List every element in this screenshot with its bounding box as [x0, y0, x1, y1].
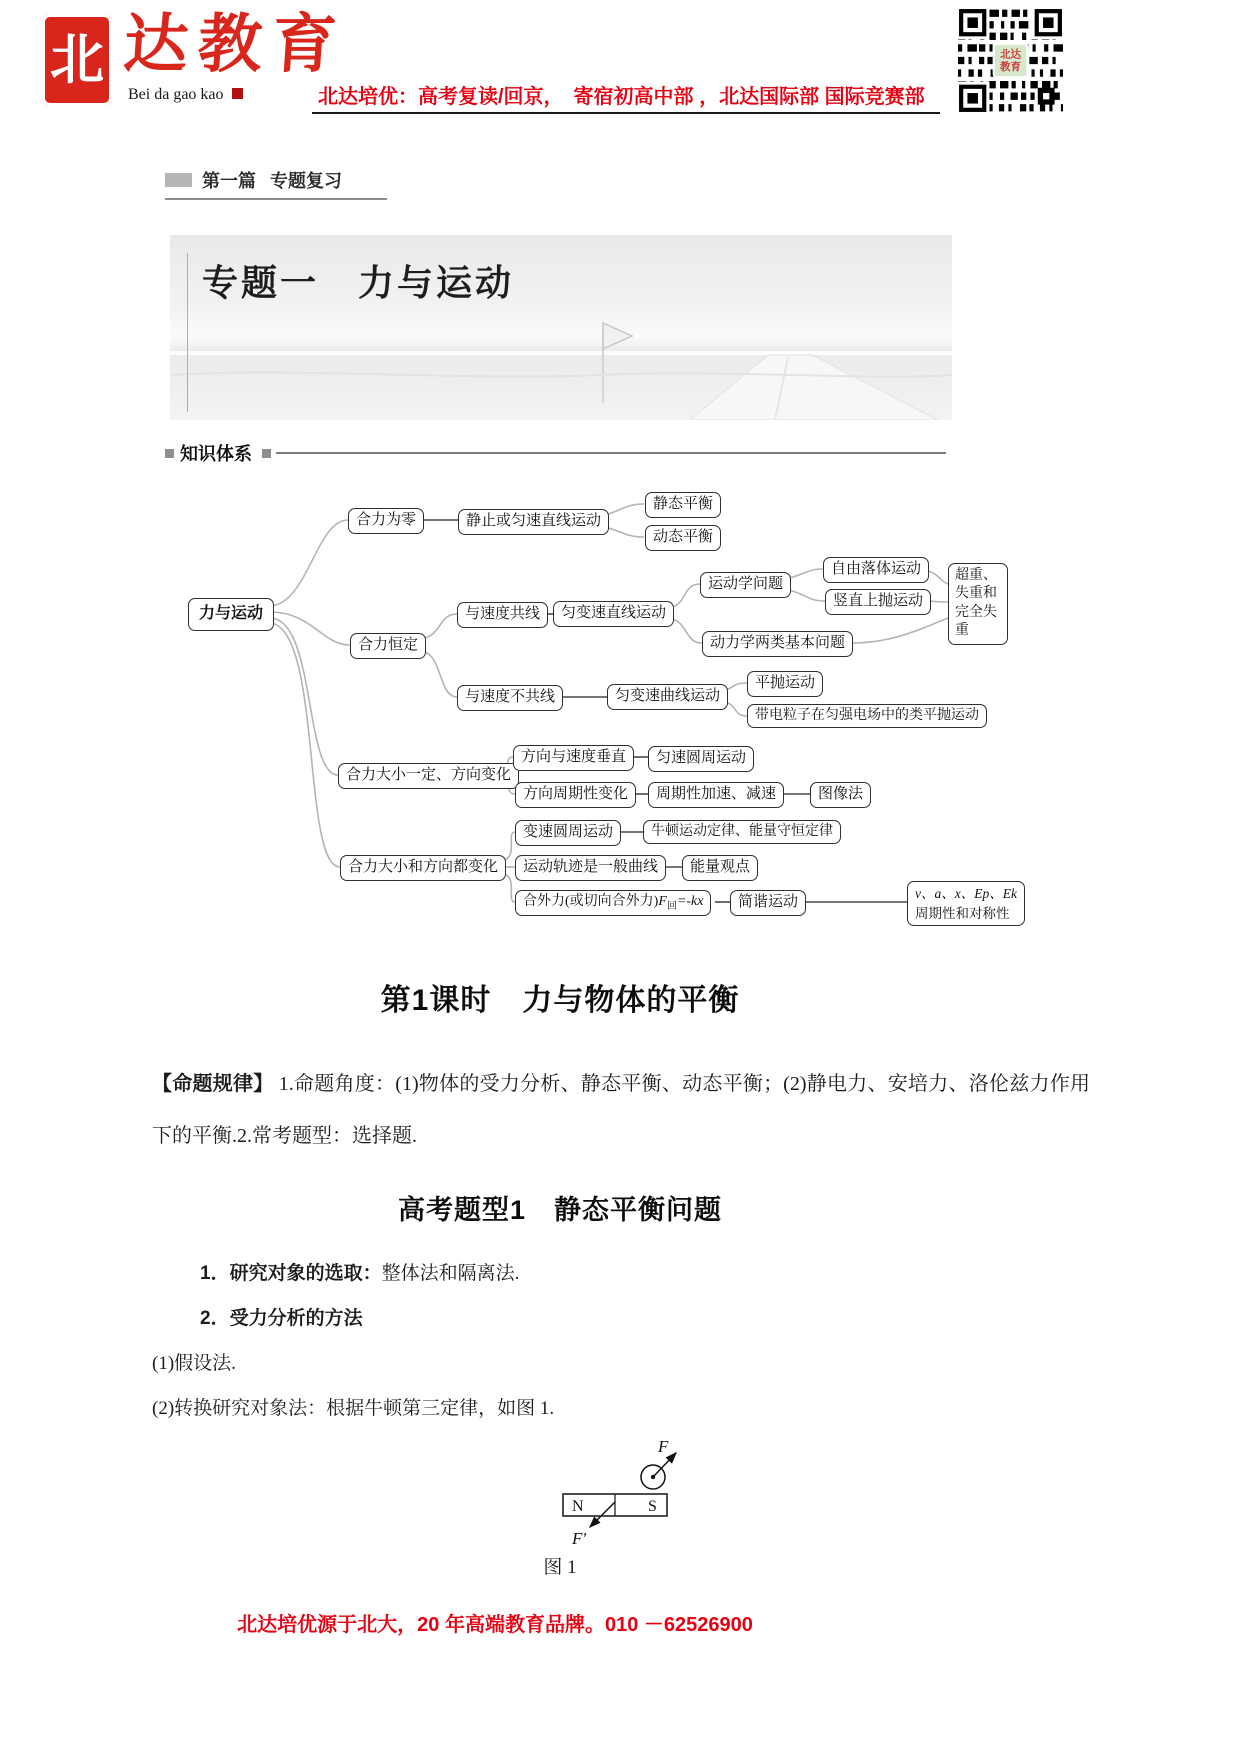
knowledge-title: 知识体系: [180, 444, 252, 464]
list-item: 1．研究对象的选取：整体法和隔离法.: [200, 1263, 520, 1284]
header-tagline: 北达培优：高考复读/回京， 寄宿初高中部 ，北达国际部 国际竞赛部: [318, 86, 925, 108]
mindmap-node-projectile-motion: 平抛运动: [747, 671, 823, 697]
topic-title: 高考题型1 静态平衡问题: [397, 1195, 722, 1225]
mindmap-node-restoring-force: 合外力(或切向合外力)$F_回=-kx$: [515, 890, 711, 916]
mindmap-node-collinear-with-velocity: 与速度共线: [457, 602, 548, 628]
mindmap-node-periodic-speedup-slowdown: 周期性加速、减速: [648, 782, 784, 808]
magnet-pole-s: S: [648, 1498, 657, 1515]
force-f-prime-label: F′: [572, 1529, 587, 1548]
figure-caption: 图 1: [543, 1557, 577, 1578]
mindmap-node-noncollinear-with-velocity: 与速度不共线: [457, 685, 563, 711]
mindmap-node-vertical-throw: 竖直上抛运动: [825, 589, 931, 615]
list-item: 2．受力分析的方法: [200, 1308, 363, 1329]
chapter-banner: [170, 235, 952, 420]
logo-square-icon: [232, 88, 243, 99]
knowledge-square-icon: [262, 449, 271, 458]
mindmap-node-fixed-magnitude-changing-direction: 合力大小一定、方向变化: [338, 763, 519, 789]
breadcrumb: [202, 167, 342, 193]
logo-seal-char: 北: [50, 30, 104, 90]
banner-left-rule: [187, 253, 188, 412]
mindmap-node-static-equilibrium: 静态平衡: [645, 492, 721, 518]
mindmap-node-constant-net-force: 合力恒定: [350, 633, 426, 659]
mindmap-node-simple-harmonic-motion: 简谐运动: [730, 890, 806, 916]
breadcrumb-marker: [165, 173, 192, 187]
mindmap-node-both-changing: 合力大小和方向都变化: [340, 855, 506, 881]
mindmap-node-general-curve-trajectory: 运动轨迹是一般曲线: [515, 855, 666, 881]
mindmap-node-perpendicular-to-velocity: 方向与速度垂直: [513, 745, 634, 771]
mindmap-node-energy-viewpoint: 能量观点: [682, 855, 758, 881]
breadcrumb-part: 第一篇: [202, 171, 256, 191]
mindmap-node-kinematics-problems: 运动学问题: [700, 572, 791, 598]
lesson-title: 第1课时 力与物体的平衡: [380, 984, 740, 1017]
mindmap-node-charged-particle-projectile: 带电粒子在匀强电场中的类平抛运动: [747, 704, 987, 728]
exam-rule-label: 【命题规律】: [152, 1073, 274, 1095]
breadcrumb-name: 专题复习: [270, 171, 342, 191]
mindmap-node-shm-periodicity: v、a、x、Ep、Ek 周期性和对称性: [907, 881, 1025, 926]
logo-brand-text: 达教育: [121, 9, 349, 80]
breadcrumb-rule: [165, 198, 387, 200]
mindmap-node-graph-method: 图像法: [810, 782, 871, 808]
mindmap: [170, 485, 1050, 945]
mindmap-node-weightlessness: 超重、失重和完全失重: [948, 563, 1008, 645]
figure-magnet-forces: [500, 1440, 730, 1552]
logo-subtitle: Bei da gao kao: [128, 86, 243, 104]
mindmap-node-rest-or-uniform-motion: 静止或匀速直线运动: [458, 509, 609, 535]
qr-center-label-line2: 教育: [1000, 60, 1021, 73]
knowledge-rule: [276, 452, 946, 454]
knowledge-square-icon: [165, 449, 174, 458]
footer-text: 北达培优源于北大，20 年高端教育品牌。010 －62526900: [237, 1614, 753, 1636]
list-item: (2)转换研究对象法：根据牛顿第三定律，如图 1.: [152, 1398, 555, 1419]
qr-code: [958, 8, 1063, 113]
mindmap-node-periodic-direction-change: 方向周期性变化: [515, 782, 636, 808]
mindmap-node-free-fall: 自由落体运动: [823, 557, 929, 583]
mindmap-node-dynamics-two-problems: 动力学两类基本问题: [702, 631, 853, 657]
mindmap-node-nonuniform-circular: 变速圆周运动: [515, 820, 621, 846]
force-f-label: F: [658, 1440, 669, 1456]
logo-seal: [42, 14, 112, 106]
exam-rule-paragraph: [152, 1058, 1090, 1162]
exam-rule-text: 1.命题角度：(1)物体的受力分析、静态平衡、动态平衡；(2)静电力、安培力、洛伦兹力作用下的平衡.2.常考题型：选择题.: [152, 1073, 1091, 1147]
magnet-pole-n: N: [572, 1498, 584, 1515]
mindmap-node-uniform-circular-motion: 匀速圆周运动: [648, 746, 754, 772]
mindmap-node-newton-energy-laws: 牛顿运动定律、能量守恒定律: [643, 820, 841, 844]
mindmap-node-dynamic-equilibrium: 动态平衡: [645, 525, 721, 551]
mindmap-node-uniform-accel-linear: 匀变速直线运动: [553, 601, 674, 627]
list-item: (1)假设法.: [152, 1353, 236, 1374]
qr-center-label-line1: 北达: [1000, 48, 1021, 61]
mindmap-node-net-force-zero: 合力为零: [348, 508, 424, 534]
banner-title: 专题一 力与运动: [202, 262, 515, 303]
mindmap-root-node: 力与运动: [188, 598, 274, 631]
mindmap-node-uniform-accel-curved: 匀变速曲线运动: [607, 684, 728, 710]
header-rule: [312, 112, 940, 114]
